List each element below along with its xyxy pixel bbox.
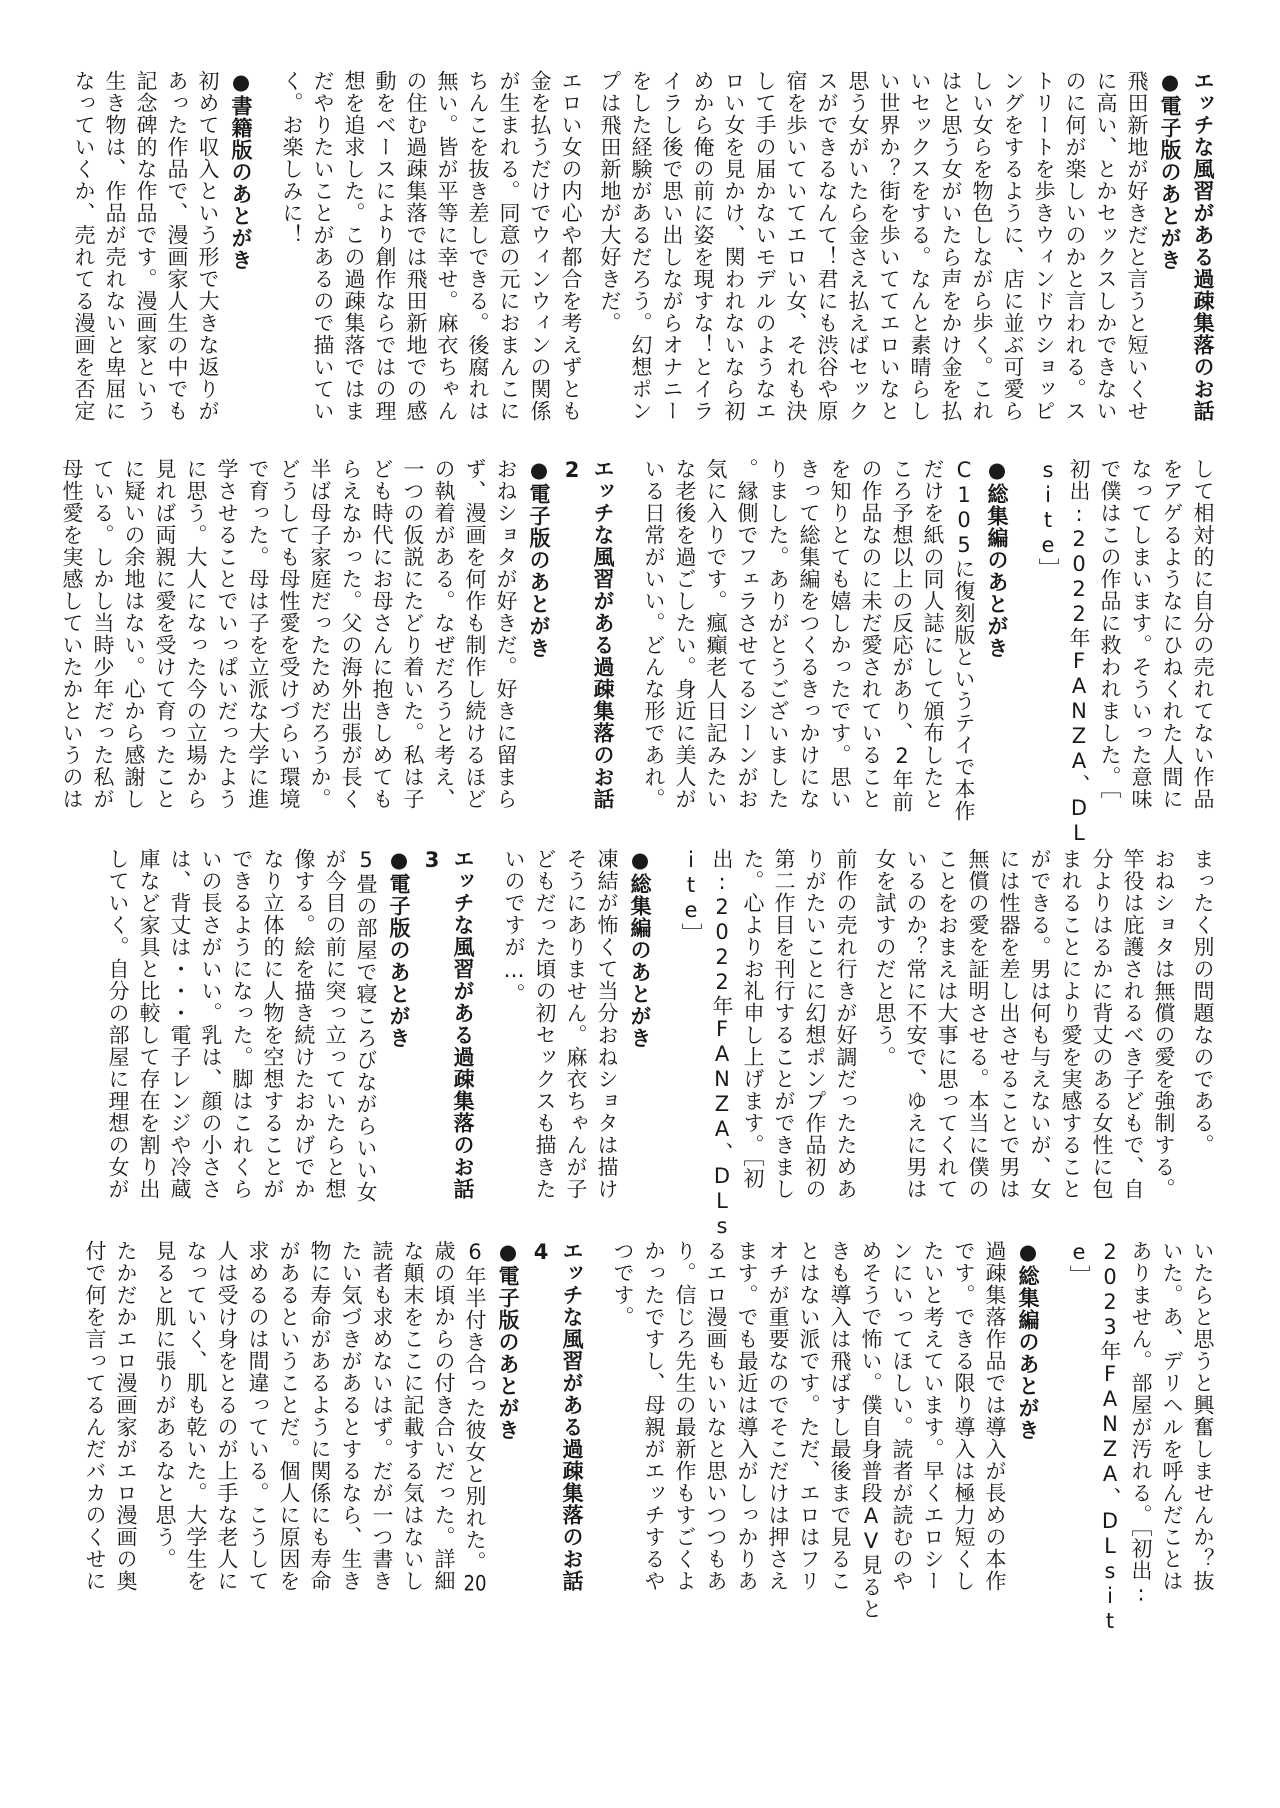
text-column: きって総集編をつくるきっかけにな [797, 458, 821, 810]
text-column: まったく別の問題なのである。 [1191, 848, 1215, 1156]
text-column: 学させることでいっぱいだったよう [215, 458, 239, 810]
text-column: いたらと思うと興奮しませんか？抜 [1191, 1240, 1215, 1592]
section-heading [383, 848, 414, 1200]
text-column: 6年半付き合った彼女と別れた。20 [463, 1240, 487, 1594]
text-column: 2 [560, 458, 584, 483]
text-column: 飛田新地が好きだと言うと短いくせ [1125, 70, 1149, 422]
text-column: エッチな風習がある過疎集落のお話 [1191, 70, 1215, 422]
text-column: ite］ [679, 848, 703, 945]
text-column: で育った。母は子を立派な大学に進 [246, 458, 270, 810]
text-column: 生き物は、作品が売れないと卑屈に [103, 70, 127, 422]
text-column: 出:2022年FANZA、DLs [710, 848, 734, 1239]
text-column: 女を試すのだと思う。 [873, 848, 897, 1068]
text-column: なり立体的に人物を空想することが [261, 848, 285, 1200]
text-column: らえなかった。父の海外出張が長く [339, 458, 363, 810]
text-column: ます。でも最近は導入がしっかりあ [735, 1240, 759, 1592]
text-column: とはない派です。ただ、エロはフリ [797, 1240, 821, 1592]
text-column: の住む過疎集落では飛田新地での感 [404, 70, 428, 422]
text-column: があるということだ。個人に原因を [277, 1240, 301, 1592]
story-title [1187, 70, 1218, 422]
text-column: 初出:2022年FANZA、DL [1067, 458, 1091, 846]
text-column: たいと考えています。早くエロシー [921, 1240, 945, 1592]
text-column: 前作の売れ行きが好調だったためあ [834, 848, 858, 1200]
section-heading [1012, 1240, 1043, 1592]
text-column: ができる。男は何も与えないが、女 [1028, 848, 1052, 1200]
text-column: なっていくか、売れてる漫画を否定 [72, 70, 96, 422]
text-column: をアゲるようなにひねくれた人間に [1160, 458, 1184, 810]
text-column: どもだった頃の初セックスも描きた [533, 848, 557, 1200]
story-title [556, 458, 618, 810]
text-column: つです。 [611, 1240, 635, 1328]
text-column: です。できる限り導入は極力短くし [952, 1240, 976, 1592]
text-column: ●電子版のあとがき [496, 1240, 520, 1441]
text-column: 分よりはるかに背丈のある女性に包 [1090, 848, 1114, 1200]
text-column: 人は受け身をとるのが上手な老人に [215, 1240, 239, 1592]
text-column: ありません。部屋が汚れる。［初出: [1129, 1240, 1153, 1607]
text-column: ●電子版のあとがき [527, 458, 551, 659]
text-column: スができるなんて！君にも渋谷や原 [815, 70, 839, 422]
text-column: なっていく、肌も乾いた。大学生を [184, 1240, 208, 1592]
text-column: のに何が楽しいのかと言われる。ス [1063, 70, 1087, 422]
text-column: なってしまいます。そういった意味 [1129, 458, 1153, 810]
text-column: 無い。皆が平等に幸せ。麻衣ちゃん [435, 70, 459, 422]
text-column: エッチな風習がある過疎集落のお話 [451, 848, 475, 1200]
text-column: site］ [1036, 458, 1060, 580]
text-column: トリートを歩きウィンドウショッピ [1032, 70, 1056, 422]
text-column: で僕はこの作品に救われました。［ [1098, 458, 1122, 800]
text-column: ロい女を見かけ、関われないなら初 [722, 70, 746, 422]
text-column: 宿を歩いていてエロい女、それも決 [784, 70, 808, 422]
text-column: 。縁側でフェラさせてるシーンがお [735, 458, 759, 810]
text-column: ●書籍版のあとがき [229, 70, 253, 271]
text-column: いるのか？常に不安で、ゆえに男は [904, 848, 928, 1200]
text-column: をした経験があるだろう。幻想ポン [629, 70, 653, 422]
story-title [525, 1240, 587, 1592]
text-column: 見れば両親に愛を受けて育ったこと [153, 458, 177, 810]
text-column: オチが重要なのでそこだけは押さえ [766, 1240, 790, 1592]
text-column: ころ予想以上の反応があり、2年前 [890, 458, 914, 813]
text-column: りがたいことに幻想ポンプ作品初の [803, 848, 827, 1200]
text-column: 金を払うだけでウィンウィンの関係 [528, 70, 552, 422]
text-column: ている。しかし当時少年だった私が [91, 458, 115, 810]
text-band [102, 848, 1218, 1239]
afterword-paragraph [1063, 1240, 1218, 1634]
text-column: 過疎集落作品では導入が長めの本作 [983, 1240, 1007, 1592]
afterword-paragraph [56, 458, 521, 810]
text-column: 付で何を言ってるんだバカのくせに [83, 1240, 107, 1592]
text-column: して相対的に自分の売れてない作品 [1191, 458, 1215, 810]
text-column: 半ば母子家庭だったためだろうか。 [308, 458, 332, 810]
text-column: ●総集編のあとがき [628, 848, 652, 1049]
text-column: ず、漫画を何作も制作し続けるほど [463, 458, 487, 810]
text-band [68, 70, 1218, 422]
afterword-paragraph [1032, 458, 1218, 846]
section-heading [523, 458, 554, 810]
text-column: 初めて収入という形で大きな返りが [196, 70, 220, 422]
afterword-paragraph [607, 1240, 1010, 1620]
text-column: ●電子版のあとがき [387, 848, 411, 1049]
section-heading [492, 1240, 523, 1592]
afterword-paragraph [869, 848, 1179, 1200]
text-column: おねショタは無償の愛を強制する。 [1152, 848, 1176, 1200]
text-column: 気に入りです。瘋癲老人日記みたい [704, 458, 728, 810]
text-column: ちんこを抜き差しできる。後腐れは [466, 70, 490, 422]
text-column: く。お楽しみに！ [280, 70, 304, 246]
afterword-paragraph [276, 70, 586, 422]
section-heading [624, 848, 655, 1200]
text-column: して手の届かないモデルのようなエ [753, 70, 777, 422]
afterword-paragraph [68, 70, 223, 422]
text-column: ンにいってほしい。読者が読むのや [890, 1240, 914, 1592]
text-column: めから俺の前に姿を現すな！とイラ [691, 70, 715, 422]
text-column: 母性愛を実感していたかというのは [60, 458, 84, 810]
text-column: 第二作目を刊行することができまし [772, 848, 796, 1200]
text-column: エロい女の内心や都合を考えずとも [559, 70, 583, 422]
text-column: 見ると肌に張りがあるなと思う。 [153, 1240, 177, 1570]
text-column: 無償の愛を証明させる。本当に僕の [966, 848, 990, 1200]
text-column: ●電子版のあとがき [1158, 70, 1182, 271]
text-column: そうにありません。麻衣ちゃんが子 [564, 848, 588, 1200]
text-column: まれることにより愛を実感すること [1059, 848, 1083, 1200]
text-column: いた。あ、デリヘルを呼んだことは [1160, 1240, 1184, 1592]
text-column: エッチな風習がある過疎集落のお話 [591, 458, 615, 810]
text-column: ●総集編のあとがき [1016, 1240, 1040, 1441]
text-column: には性器を差し出させることで男は [997, 848, 1021, 1200]
text-column: はと思う女がいたら声をかけ金を払 [939, 70, 963, 422]
text-column: 記念碑的な作品です。漫画家という [134, 70, 158, 422]
text-column: プは飛田新地が大好きだ。 [598, 70, 622, 334]
text-column: エッチな風習がある過疎集落のお話 [560, 1240, 584, 1592]
afterword-paragraph [102, 848, 381, 1203]
text-column: いのですが…。 [502, 848, 526, 1005]
text-column: 4 [529, 1240, 553, 1265]
text-column: 像する。絵を描き続けたおかげでか [292, 848, 316, 1200]
text-column: が今目の前に突っ立っていたらと想 [323, 848, 347, 1200]
text-column: どうしても母性愛を受けづらい環境 [277, 458, 301, 810]
text-column: は、背丈は・・・電子レンジや冷蔵 [168, 848, 192, 1200]
text-column: だやりたいことがあるので描いてい [311, 70, 335, 422]
text-column: い世界か？街を歩いててエロいなと [877, 70, 901, 422]
text-band [56, 458, 1218, 846]
text-column: な老後を過ごしたい。身近に美人が [673, 458, 697, 810]
section-heading [1154, 70, 1185, 422]
text-column: きも導入は飛ばすし最後まで見るこ [828, 1240, 852, 1592]
text-column: な顛末をここに記載する気はないし [401, 1240, 425, 1592]
text-band [79, 1240, 1218, 1634]
text-column: の執着がある。なぜだろうと考え、 [432, 458, 456, 810]
text-column: いセックスをする。なんと素晴らし [908, 70, 932, 422]
afterword-paragraph [1187, 848, 1218, 1200]
text-column: 動をベースにより創作ならではの理 [373, 70, 397, 422]
text-column: あった作品で、漫画家人生の中でも [165, 70, 189, 422]
text-column: 庫など家具と比較して存在を割り出 [137, 848, 161, 1200]
text-column: 読者も求めないはず。だが一つ書き [370, 1240, 394, 1592]
text-column: るエロ漫画もいいなと思いつつもあ [704, 1240, 728, 1592]
text-column: 想を追求した。この過疎集落ではま [342, 70, 366, 422]
text-column: 物に寿命があるように関係にも寿命 [308, 1240, 332, 1592]
text-column: かったですし、母親がエッチするや [642, 1240, 666, 1592]
text-column: C105に復刻版というテイで本作 [952, 458, 976, 822]
text-column: 2023年FANZA、DLsit [1098, 1240, 1122, 1634]
afterword-paragraph [594, 70, 1152, 422]
text-column: に思う。大人になった今の立場から [184, 458, 208, 810]
text-column: いの長さがいい。乳は、顔の小ささ [199, 848, 223, 1200]
text-column: 竿役は庇護されるべき子どもで、自 [1121, 848, 1145, 1200]
text-column: ングをするように、店に並ぶ可愛ら [1001, 70, 1025, 422]
story-title [416, 848, 478, 1200]
text-column: たい気づきがあるとするなら、生き [339, 1240, 363, 1592]
text-column: だけを紙の同人誌にして頒布したと [921, 458, 945, 810]
text-column: 5畳の部屋で寝ころびながらいい女 [354, 848, 378, 1203]
text-column: おねショタが好きだ。好きに留まら [494, 458, 518, 810]
text-column: めそうで怖い。僕自身普段AV見ると [859, 1240, 883, 1620]
text-column: たかだかエロ漫画家がエロ漫画の奥 [114, 1240, 138, 1592]
section-heading [225, 70, 256, 422]
section-heading [981, 458, 1012, 810]
text-column: ことをおまえは大事に思ってくれて [935, 848, 959, 1200]
text-column: していく。自分の部屋に理想の女が [106, 848, 130, 1200]
text-column: e］ [1067, 1240, 1091, 1287]
text-column: を知りとても嬉しかったです。思い [828, 458, 852, 810]
text-column: イラし後で思い出しながらオナニー [660, 70, 684, 422]
text-column: できるようになった。脚はこれくら [230, 848, 254, 1200]
text-column: ●総集編のあとがき [985, 458, 1009, 659]
text-column: に高い、とかセックスしかできない [1094, 70, 1118, 422]
text-column: りました。ありがとうございました [766, 458, 790, 810]
text-column: 歳の頃からの付き合いだった。詳細 [432, 1240, 456, 1592]
text-column: の作品なのに未だ愛されていること [859, 458, 883, 810]
text-column: 3 [420, 848, 444, 873]
text-column: に疑いの余地はない。心から感謝し [122, 458, 146, 810]
text-column: り。信じろ先生の最新作もすごくよ [673, 1240, 697, 1592]
text-column: しい女らを物色しながら歩く。これ [970, 70, 994, 422]
afterword-paragraph [675, 848, 861, 1239]
text-column: いる日常がいい。どんな形であれ。 [642, 458, 666, 810]
text-column: 思う女がいたら金さえ払えばセック [846, 70, 870, 422]
text-column: 凍結が怖くて当分おねショタは描け [595, 848, 619, 1200]
text-column: 求めるのは間違っている。こうして [246, 1240, 270, 1592]
text-column: た。心よりお礼申し上げます。［初 [741, 848, 765, 1190]
tatechuyoko-digits: 20 [463, 1573, 487, 1594]
afterword-paragraph [79, 1240, 141, 1592]
afterword-paragraph [638, 458, 979, 822]
text-column: ども時代にお母さんに抱きしめても [370, 458, 394, 810]
afterword-paragraph [498, 848, 622, 1200]
afterword-paragraph [149, 1240, 490, 1592]
text-column: 一つの仮説にたどり着いた。私は子 [401, 458, 425, 810]
text-column: が生まれる。同意の元におまんこに [497, 70, 521, 422]
